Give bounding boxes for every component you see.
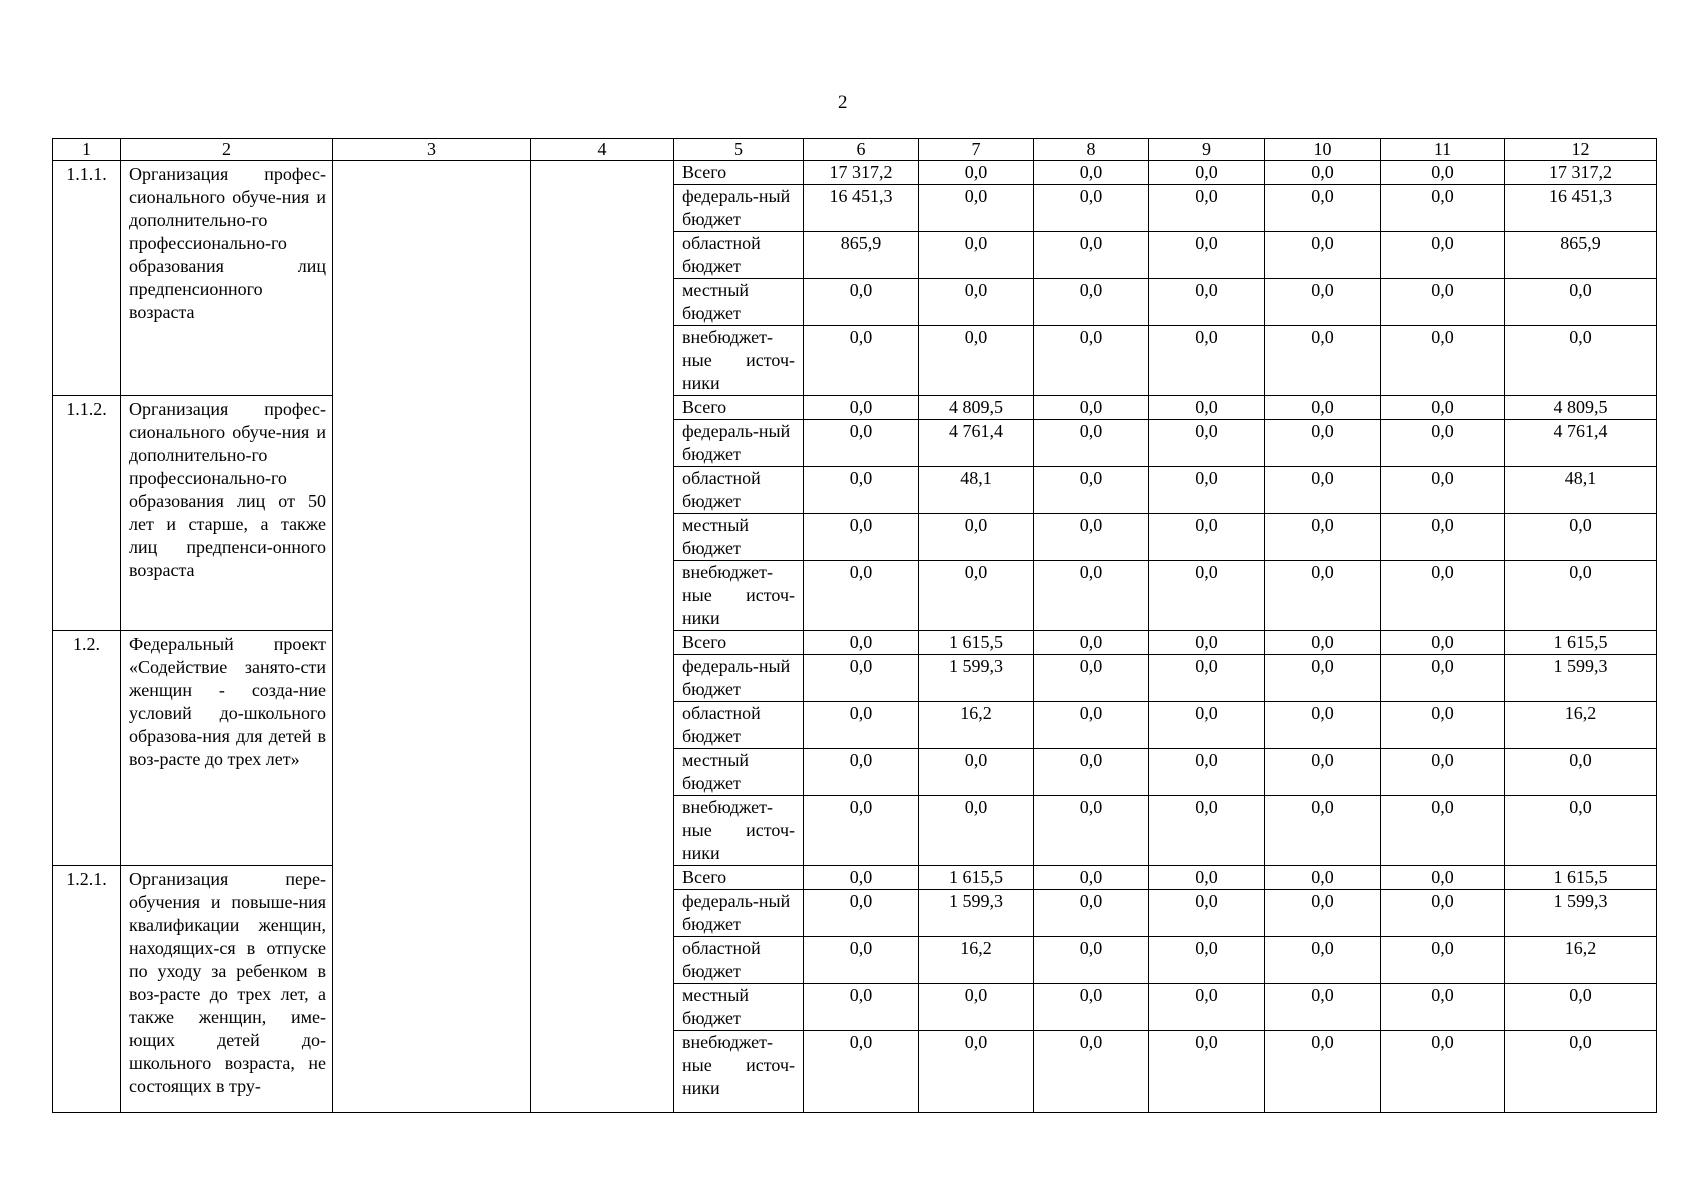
- value-cell: 0,0: [919, 279, 1034, 326]
- value-cell: 1 615,5: [919, 866, 1034, 890]
- value-cell: 48,1: [1505, 467, 1657, 514]
- header-cell: 8: [1034, 139, 1149, 161]
- value-cell: 0,0: [1149, 396, 1265, 420]
- header-cell: 4: [531, 139, 674, 161]
- header-row: [53, 139, 1657, 161]
- value-cell: 1 599,3: [1505, 890, 1657, 937]
- value-cell: 0,0: [919, 161, 1034, 185]
- value-cell: 0,0: [1265, 890, 1381, 937]
- funding-source: местный бюджет: [674, 984, 804, 1031]
- value-cell: 0,0: [804, 467, 919, 514]
- value-cell: 0,0: [1149, 655, 1265, 702]
- item-number: 1.1.2.: [53, 396, 121, 631]
- value-cell: 0,0: [1505, 984, 1657, 1031]
- col-4-cell: [531, 161, 674, 1113]
- value-cell: 16,2: [1505, 702, 1657, 749]
- value-cell: 0,0: [1149, 749, 1265, 796]
- funding-source: областной бюджет: [674, 232, 804, 279]
- value-cell: 0,0: [1265, 326, 1381, 396]
- value-cell: 0,0: [1265, 396, 1381, 420]
- value-cell: 4 761,4: [1505, 420, 1657, 467]
- header-cell: 11: [1381, 139, 1505, 161]
- value-cell: 0,0: [1381, 890, 1505, 937]
- funding-table: [52, 138, 1657, 1113]
- value-cell: 0,0: [1265, 796, 1381, 866]
- value-cell: 0,0: [1149, 984, 1265, 1031]
- item-name: Организация пере-обучения и повыше-ния квалификации женщин, находящих-ся в отпуске по уходу за ребенком в воз-расте до трех лет, а также женщин, име-ющих детей до-школьного возраста, не состоящих в тру-: [121, 866, 333, 1113]
- value-cell: 0,0: [1034, 890, 1149, 937]
- value-cell: 0,0: [919, 1031, 1034, 1113]
- value-cell: 0,0: [1265, 702, 1381, 749]
- value-cell: 0,0: [1381, 631, 1505, 655]
- funding-source: Всего: [674, 631, 804, 655]
- value-cell: 0,0: [1381, 866, 1505, 890]
- funding-source: внебюджет-ные источ-ники: [674, 1031, 804, 1113]
- value-cell: 0,0: [804, 890, 919, 937]
- value-cell: 0,0: [1149, 561, 1265, 631]
- value-cell: 0,0: [804, 866, 919, 890]
- value-cell: 0,0: [1505, 514, 1657, 561]
- value-cell: 0,0: [919, 749, 1034, 796]
- value-cell: 1 599,3: [919, 890, 1034, 937]
- value-cell: 1 599,3: [919, 655, 1034, 702]
- value-cell: 0,0: [804, 326, 919, 396]
- value-cell: 0,0: [1381, 984, 1505, 1031]
- value-cell: 865,9: [1505, 232, 1657, 279]
- value-cell: 0,0: [1149, 631, 1265, 655]
- value-cell: 0,0: [1034, 561, 1149, 631]
- funding-source: Всего: [674, 161, 804, 185]
- value-cell: 0,0: [1034, 420, 1149, 467]
- item-number: 1.2.1.: [53, 866, 121, 1113]
- value-cell: 0,0: [1381, 937, 1505, 984]
- value-cell: 0,0: [1034, 185, 1149, 232]
- value-cell: 0,0: [1034, 1031, 1149, 1113]
- value-cell: 16 451,3: [1505, 185, 1657, 232]
- value-cell: 1 599,3: [1505, 655, 1657, 702]
- value-cell: 0,0: [1265, 420, 1381, 467]
- table-row: [53, 161, 1657, 185]
- value-cell: 0,0: [804, 749, 919, 796]
- funding-source: федераль-ный бюджет: [674, 420, 804, 467]
- value-cell: 1 615,5: [919, 631, 1034, 655]
- value-cell: 0,0: [1505, 561, 1657, 631]
- funding-source: областной бюджет: [674, 702, 804, 749]
- value-cell: 0,0: [1381, 396, 1505, 420]
- value-cell: 17 317,2: [804, 161, 919, 185]
- value-cell: 0,0: [804, 396, 919, 420]
- value-cell: 0,0: [804, 561, 919, 631]
- value-cell: 0,0: [1034, 702, 1149, 749]
- funding-source: Всего: [674, 866, 804, 890]
- value-cell: 4 761,4: [919, 420, 1034, 467]
- value-cell: 16,2: [919, 702, 1034, 749]
- header-cell: 2: [121, 139, 333, 161]
- value-cell: 0,0: [1149, 514, 1265, 561]
- value-cell: 48,1: [919, 467, 1034, 514]
- value-cell: 0,0: [804, 702, 919, 749]
- header-cell: 10: [1265, 139, 1381, 161]
- funding-source: федераль-ный бюджет: [674, 890, 804, 937]
- funding-source: областной бюджет: [674, 937, 804, 984]
- value-cell: 0,0: [1034, 467, 1149, 514]
- value-cell: 0,0: [919, 514, 1034, 561]
- value-cell: 1 615,5: [1505, 631, 1657, 655]
- header-cell: 12: [1505, 139, 1657, 161]
- value-cell: 0,0: [1265, 984, 1381, 1031]
- value-cell: 0,0: [1034, 326, 1149, 396]
- value-cell: 0,0: [1149, 326, 1265, 396]
- value-cell: 865,9: [804, 232, 919, 279]
- value-cell: 0,0: [1505, 749, 1657, 796]
- item-name: Федеральный проект «Содействие занято-сти женщин - созда-ние условий до-школьного образова-ния для детей в воз-расте до трех лет»: [121, 631, 333, 866]
- value-cell: 0,0: [804, 937, 919, 984]
- funding-source: федераль-ный бюджет: [674, 185, 804, 232]
- value-cell: 0,0: [1149, 702, 1265, 749]
- value-cell: 0,0: [804, 984, 919, 1031]
- value-cell: 0,0: [1034, 279, 1149, 326]
- value-cell: 0,0: [1034, 161, 1149, 185]
- funding-source: областной бюджет: [674, 467, 804, 514]
- value-cell: 0,0: [1149, 937, 1265, 984]
- value-cell: 0,0: [1149, 890, 1265, 937]
- table-row: [53, 631, 1657, 655]
- funding-source: внебюджет-ные источ-ники: [674, 561, 804, 631]
- value-cell: 0,0: [1381, 279, 1505, 326]
- value-cell: 16,2: [919, 937, 1034, 984]
- value-cell: 0,0: [1381, 749, 1505, 796]
- value-cell: 0,0: [1381, 1031, 1505, 1113]
- value-cell: 0,0: [1265, 655, 1381, 702]
- value-cell: 0,0: [804, 655, 919, 702]
- value-cell: 0,0: [1034, 866, 1149, 890]
- value-cell: 0,0: [1149, 185, 1265, 232]
- header-cell: 7: [919, 139, 1034, 161]
- col-3-cell: [333, 161, 531, 1113]
- table-row: [53, 396, 1657, 420]
- value-cell: 0,0: [919, 326, 1034, 396]
- value-cell: 1 615,5: [1505, 866, 1657, 890]
- table-row: [53, 866, 1657, 890]
- value-cell: 0,0: [1265, 749, 1381, 796]
- item-name: Организация профес-сионального обуче-ния и дополнительно-го профессионально-го образования лиц предпенсионного возраста: [121, 161, 333, 396]
- funding-source: местный бюджет: [674, 279, 804, 326]
- value-cell: 0,0: [1149, 279, 1265, 326]
- header-cell: 3: [333, 139, 531, 161]
- value-cell: 0,0: [804, 514, 919, 561]
- value-cell: 0,0: [1381, 561, 1505, 631]
- header-cell: 5: [674, 139, 804, 161]
- value-cell: 0,0: [1265, 866, 1381, 890]
- value-cell: 0,0: [1381, 467, 1505, 514]
- value-cell: 0,0: [1381, 420, 1505, 467]
- funding-source: Всего: [674, 396, 804, 420]
- value-cell: 0,0: [1381, 796, 1505, 866]
- value-cell: 0,0: [1034, 514, 1149, 561]
- value-cell: 0,0: [1149, 1031, 1265, 1113]
- item-number: 1.1.1.: [53, 161, 121, 396]
- value-cell: 0,0: [1265, 467, 1381, 514]
- value-cell: 0,0: [1149, 161, 1265, 185]
- value-cell: 0,0: [1149, 420, 1265, 467]
- value-cell: 0,0: [1265, 232, 1381, 279]
- funding-source: федераль-ный бюджет: [674, 655, 804, 702]
- funding-source: внебюджет-ные источ-ники: [674, 326, 804, 396]
- value-cell: 0,0: [1505, 279, 1657, 326]
- value-cell: 0,0: [1265, 185, 1381, 232]
- value-cell: 0,0: [1381, 185, 1505, 232]
- value-cell: 0,0: [919, 984, 1034, 1031]
- page-number: 2: [838, 92, 848, 113]
- value-cell: 0,0: [1265, 514, 1381, 561]
- value-cell: 17 317,2: [1505, 161, 1657, 185]
- table-body: [53, 161, 1657, 1113]
- value-cell: 0,0: [1381, 702, 1505, 749]
- value-cell: 0,0: [1381, 161, 1505, 185]
- value-cell: 0,0: [919, 796, 1034, 866]
- value-cell: 0,0: [804, 279, 919, 326]
- value-cell: 0,0: [1034, 749, 1149, 796]
- value-cell: 0,0: [1505, 1031, 1657, 1113]
- value-cell: 0,0: [804, 796, 919, 866]
- value-cell: 0,0: [1034, 232, 1149, 279]
- value-cell: 0,0: [1034, 396, 1149, 420]
- value-cell: 0,0: [1505, 326, 1657, 396]
- value-cell: 0,0: [1149, 866, 1265, 890]
- value-cell: 0,0: [1265, 279, 1381, 326]
- value-cell: 0,0: [1505, 796, 1657, 866]
- value-cell: 4 809,5: [1505, 396, 1657, 420]
- value-cell: 0,0: [1381, 514, 1505, 561]
- item-name: Организация профес-сионального обуче-ния и дополнительно-го профессионально-го образования лиц от 50 лет и старше, а также лиц предпенси-онного возраста: [121, 396, 333, 631]
- value-cell: 0,0: [1265, 561, 1381, 631]
- value-cell: 0,0: [1034, 937, 1149, 984]
- value-cell: 0,0: [1265, 937, 1381, 984]
- funding-source: местный бюджет: [674, 514, 804, 561]
- header-cell: 1: [53, 139, 121, 161]
- value-cell: 0,0: [804, 420, 919, 467]
- value-cell: 0,0: [1149, 232, 1265, 279]
- funding-source: местный бюджет: [674, 749, 804, 796]
- value-cell: 0,0: [1265, 631, 1381, 655]
- value-cell: 16 451,3: [804, 185, 919, 232]
- header-cell: 9: [1149, 139, 1265, 161]
- value-cell: 16,2: [1505, 937, 1657, 984]
- funding-source: внебюджет-ные источ-ники: [674, 796, 804, 866]
- value-cell: 0,0: [804, 631, 919, 655]
- value-cell: 0,0: [1034, 631, 1149, 655]
- value-cell: 0,0: [1149, 467, 1265, 514]
- value-cell: 0,0: [919, 561, 1034, 631]
- value-cell: 0,0: [1034, 655, 1149, 702]
- header-cell: 6: [804, 139, 919, 161]
- value-cell: 4 809,5: [919, 396, 1034, 420]
- value-cell: 0,0: [1265, 161, 1381, 185]
- value-cell: 0,0: [1149, 796, 1265, 866]
- value-cell: 0,0: [1034, 984, 1149, 1031]
- value-cell: 0,0: [1034, 796, 1149, 866]
- item-number: 1.2.: [53, 631, 121, 866]
- value-cell: 0,0: [804, 1031, 919, 1113]
- value-cell: 0,0: [919, 185, 1034, 232]
- value-cell: 0,0: [1381, 655, 1505, 702]
- value-cell: 0,0: [1265, 1031, 1381, 1113]
- value-cell: 0,0: [1381, 232, 1505, 279]
- value-cell: 0,0: [919, 232, 1034, 279]
- value-cell: 0,0: [1381, 326, 1505, 396]
